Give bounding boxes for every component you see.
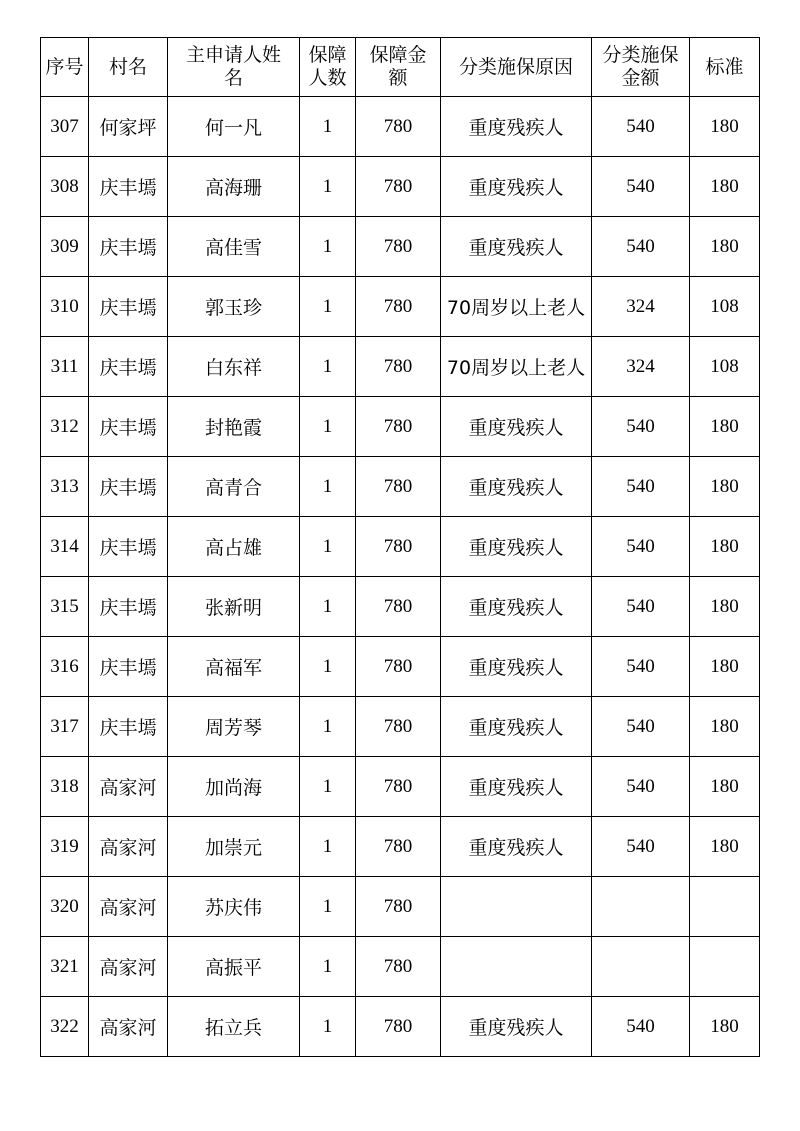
cell-amount: 780 xyxy=(356,937,441,997)
table-body xyxy=(41,97,760,1057)
cell-persons: 1 xyxy=(300,577,356,637)
cell-applicant: 周芳琴 xyxy=(168,697,300,757)
table-row xyxy=(41,517,760,577)
cell-standard: 180 xyxy=(690,757,760,817)
cell-persons: 1 xyxy=(300,157,356,217)
cell-reason xyxy=(441,937,592,997)
cell-class-amount: 540 xyxy=(592,397,690,457)
cell-persons: 1 xyxy=(300,337,356,397)
cell-class-amount: 324 xyxy=(592,337,690,397)
cell-village: 高家河 xyxy=(89,997,168,1057)
cell-applicant: 加崇元 xyxy=(168,817,300,877)
cell-applicant: 何一凡 xyxy=(168,97,300,157)
cell-amount: 780 xyxy=(356,157,441,217)
table-row xyxy=(41,97,760,157)
cell-persons: 1 xyxy=(300,397,356,457)
cell-applicant: 高海珊 xyxy=(168,157,300,217)
table-row xyxy=(41,217,760,277)
cell-village: 高家河 xyxy=(89,757,168,817)
cell-index: 315 xyxy=(41,577,89,637)
header-class-amount: 分类施保金额 xyxy=(592,38,690,97)
cell-amount: 780 xyxy=(356,877,441,937)
cell-applicant: 苏庆伟 xyxy=(168,877,300,937)
table-row xyxy=(41,577,760,637)
cell-index: 312 xyxy=(41,397,89,457)
cell-amount: 780 xyxy=(356,457,441,517)
cell-persons: 1 xyxy=(300,637,356,697)
table-row xyxy=(41,637,760,697)
cell-village: 庆丰墕 xyxy=(89,277,168,337)
cell-amount: 780 xyxy=(356,97,441,157)
cell-reason: 重度残疾人 xyxy=(441,397,592,457)
cell-index: 311 xyxy=(41,337,89,397)
cell-village: 庆丰墕 xyxy=(89,517,168,577)
cell-reason: 重度残疾人 xyxy=(441,817,592,877)
cell-amount: 780 xyxy=(356,397,441,457)
cell-index: 320 xyxy=(41,877,89,937)
cell-applicant: 高福军 xyxy=(168,637,300,697)
cell-standard: 180 xyxy=(690,97,760,157)
cell-reason: 重度残疾人 xyxy=(441,757,592,817)
cell-class-amount: 540 xyxy=(592,577,690,637)
table-row xyxy=(41,277,760,337)
cell-reason: 重度残疾人 xyxy=(441,697,592,757)
table-row xyxy=(41,757,760,817)
cell-amount: 780 xyxy=(356,757,441,817)
cell-village: 高家河 xyxy=(89,937,168,997)
cell-amount: 780 xyxy=(356,697,441,757)
cell-standard: 108 xyxy=(690,277,760,337)
cell-amount: 780 xyxy=(356,217,441,277)
cell-amount: 780 xyxy=(356,517,441,577)
cell-reason: 重度残疾人 xyxy=(441,997,592,1057)
cell-index: 313 xyxy=(41,457,89,517)
cell-village: 庆丰墕 xyxy=(89,217,168,277)
cell-persons: 1 xyxy=(300,517,356,577)
cell-persons: 1 xyxy=(300,997,356,1057)
cell-applicant: 拓立兵 xyxy=(168,997,300,1057)
cell-amount: 780 xyxy=(356,277,441,337)
cell-reason: 重度残疾人 xyxy=(441,457,592,517)
cell-persons: 1 xyxy=(300,277,356,337)
cell-applicant: 高青合 xyxy=(168,457,300,517)
cell-applicant: 白东祥 xyxy=(168,337,300,397)
cell-standard xyxy=(690,937,760,997)
cell-village: 何家坪 xyxy=(89,97,168,157)
table-row xyxy=(41,877,760,937)
cell-standard: 180 xyxy=(690,817,760,877)
cell-village: 庆丰墕 xyxy=(89,577,168,637)
table-row xyxy=(41,337,760,397)
table-row xyxy=(41,697,760,757)
cell-reason: 重度残疾人 xyxy=(441,217,592,277)
cell-village: 庆丰墕 xyxy=(89,457,168,517)
cell-reason: 重度残疾人 xyxy=(441,517,592,577)
table-row xyxy=(41,397,760,457)
cell-index: 319 xyxy=(41,817,89,877)
cell-standard: 180 xyxy=(690,457,760,517)
cell-persons: 1 xyxy=(300,457,356,517)
cell-reason: 重度残疾人 xyxy=(441,577,592,637)
cell-persons: 1 xyxy=(300,697,356,757)
cell-class-amount xyxy=(592,877,690,937)
table-row xyxy=(41,457,760,517)
cell-index: 307 xyxy=(41,97,89,157)
cell-class-amount: 324 xyxy=(592,277,690,337)
cell-index: 317 xyxy=(41,697,89,757)
cell-standard: 180 xyxy=(690,997,760,1057)
cell-standard: 108 xyxy=(690,337,760,397)
cell-village: 高家河 xyxy=(89,877,168,937)
cell-persons: 1 xyxy=(300,217,356,277)
header-applicant: 主申请人姓名 xyxy=(168,38,300,97)
header-persons: 保障人数 xyxy=(300,38,356,97)
cell-index: 321 xyxy=(41,937,89,997)
cell-standard: 180 xyxy=(690,397,760,457)
cell-standard: 180 xyxy=(690,697,760,757)
cell-amount: 780 xyxy=(356,577,441,637)
cell-persons: 1 xyxy=(300,877,356,937)
cell-index: 314 xyxy=(41,517,89,577)
cell-persons: 1 xyxy=(300,937,356,997)
cell-reason: 70周岁以上老人 xyxy=(441,277,592,337)
cell-amount: 780 xyxy=(356,637,441,697)
cell-class-amount: 540 xyxy=(592,757,690,817)
header-index: 序号 xyxy=(41,38,89,97)
cell-reason: 重度残疾人 xyxy=(441,157,592,217)
cell-amount: 780 xyxy=(356,997,441,1057)
cell-standard: 180 xyxy=(690,217,760,277)
cell-index: 308 xyxy=(41,157,89,217)
cell-persons: 1 xyxy=(300,757,356,817)
cell-applicant: 高佳雪 xyxy=(168,217,300,277)
header-standard: 标准 xyxy=(690,38,760,97)
cell-class-amount: 540 xyxy=(592,637,690,697)
cell-village: 庆丰墕 xyxy=(89,637,168,697)
cell-class-amount: 540 xyxy=(592,997,690,1057)
cell-class-amount: 540 xyxy=(592,97,690,157)
header-village: 村名 xyxy=(89,38,168,97)
cell-index: 310 xyxy=(41,277,89,337)
cell-index: 309 xyxy=(41,217,89,277)
cell-reason: 重度残疾人 xyxy=(441,637,592,697)
cell-persons: 1 xyxy=(300,817,356,877)
cell-class-amount: 540 xyxy=(592,157,690,217)
cell-village: 庆丰墕 xyxy=(89,397,168,457)
cell-class-amount: 540 xyxy=(592,517,690,577)
cell-standard: 180 xyxy=(690,517,760,577)
cell-reason: 重度残疾人 xyxy=(441,97,592,157)
cell-index: 322 xyxy=(41,997,89,1057)
cell-persons: 1 xyxy=(300,97,356,157)
cell-amount: 780 xyxy=(356,817,441,877)
cell-amount: 780 xyxy=(356,337,441,397)
table-row xyxy=(41,817,760,877)
cell-class-amount: 540 xyxy=(592,457,690,517)
cell-class-amount: 540 xyxy=(592,217,690,277)
cell-applicant: 高振平 xyxy=(168,937,300,997)
table-row xyxy=(41,157,760,217)
cell-index: 318 xyxy=(41,757,89,817)
assistance-table xyxy=(40,37,760,1057)
cell-class-amount: 540 xyxy=(592,817,690,877)
header-amount: 保障金额 xyxy=(356,38,441,97)
cell-index: 316 xyxy=(41,637,89,697)
cell-applicant: 加尚海 xyxy=(168,757,300,817)
cell-village: 庆丰墕 xyxy=(89,157,168,217)
cell-applicant: 高占雄 xyxy=(168,517,300,577)
cell-standard xyxy=(690,877,760,937)
header-row xyxy=(41,38,760,97)
cell-standard: 180 xyxy=(690,157,760,217)
cell-village: 庆丰墕 xyxy=(89,697,168,757)
cell-applicant: 封艳霞 xyxy=(168,397,300,457)
cell-reason xyxy=(441,877,592,937)
cell-village: 高家河 xyxy=(89,817,168,877)
cell-class-amount xyxy=(592,937,690,997)
cell-class-amount: 540 xyxy=(592,697,690,757)
table-row xyxy=(41,937,760,997)
header-reason: 分类施保原因 xyxy=(441,38,592,97)
cell-village: 庆丰墕 xyxy=(89,337,168,397)
table-row xyxy=(41,997,760,1057)
cell-applicant: 郭玉珍 xyxy=(168,277,300,337)
cell-reason: 70周岁以上老人 xyxy=(441,337,592,397)
cell-standard: 180 xyxy=(690,577,760,637)
cell-standard: 180 xyxy=(690,637,760,697)
cell-applicant: 张新明 xyxy=(168,577,300,637)
